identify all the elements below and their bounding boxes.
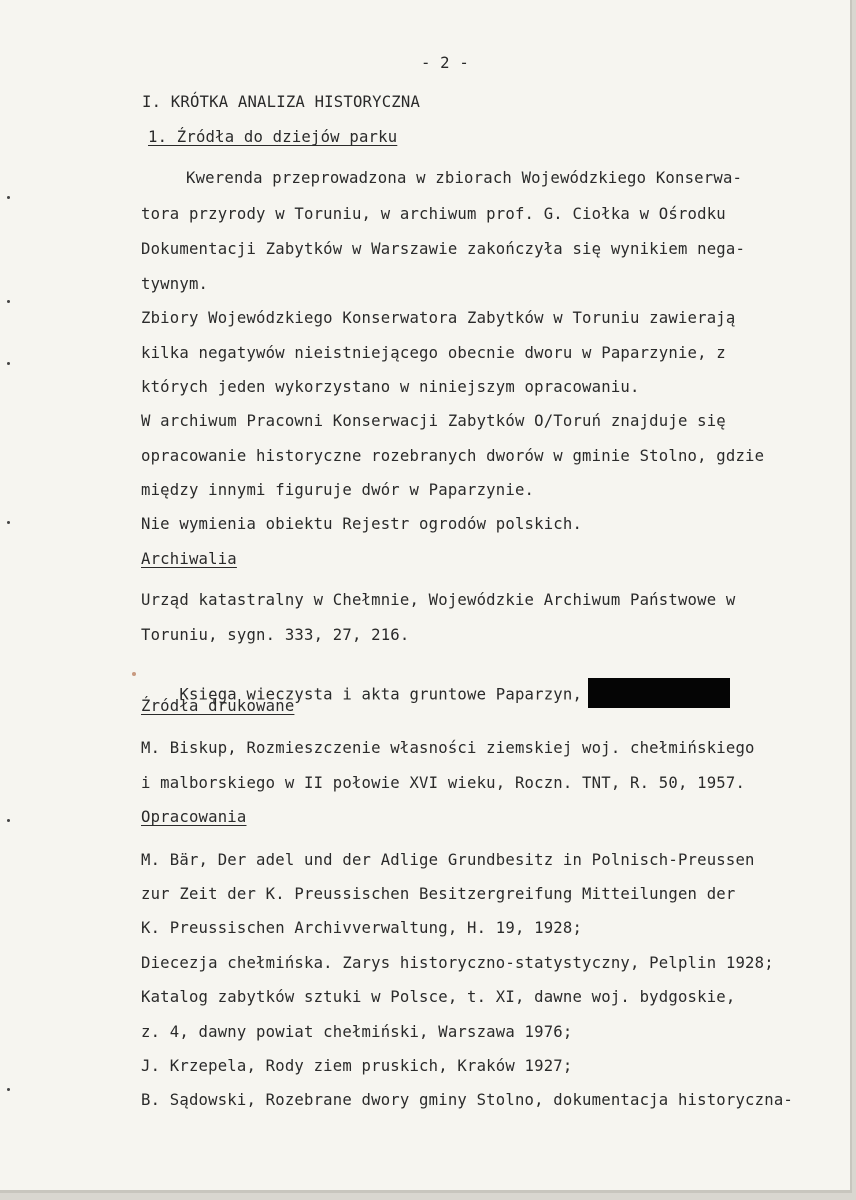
text-line: z. 4, dawny powiat chełmiński, Warszawa 1976; [141, 1023, 573, 1041]
redaction-box [588, 678, 730, 708]
margin-speck [7, 196, 10, 199]
margin-speck [7, 300, 10, 303]
text-line: W archiwum Pracowni Konserwacji Zabytków O/Toruń znajduje się [141, 412, 726, 430]
subsection-heading: 1. Źródła do dziejów parku [148, 128, 398, 146]
text-line: M. Bär, Der adel und der Adlige Grundbesitz in Polnisch-Preussen [141, 851, 755, 869]
text-line: tywnym. [141, 275, 209, 293]
text-line-redacted [141, 660, 730, 730]
margin-speck [7, 362, 10, 365]
text-line: zur Zeit der K. Preussischen Besitzergreifung Mitteilungen der [141, 885, 736, 903]
text-line: opracowanie historyczne rozebranych dworów w gminie Stolno, gdzie [141, 447, 765, 465]
text-line: Toruniu, sygn. 333, 27, 216. [141, 626, 410, 644]
margin-speck [7, 819, 10, 822]
page-number: - 2 - [421, 54, 469, 72]
heading-zrodla-drukowane: Źródła drukowane [141, 697, 295, 715]
text-line: Diecezja chełmińska. Zarys historyczno-statystyczny, Pelplin 1928; [141, 954, 774, 972]
text-line: między innymi figuruje dwór w Paparzynie. [141, 481, 535, 499]
text-line: M. Biskup, Rozmieszczenie własności ziemskiej woj. chełmińskiego [141, 739, 755, 757]
text-line: Kwerenda przeprowadzona w zbiorach Wojewódzkiego Konserwa- [186, 169, 743, 187]
section-heading: I. KRÓTKA ANALIZA HISTORYCZNA [142, 93, 421, 111]
text-line: Nie wymienia obiektu Rejestr ogrodów polskich. [141, 515, 583, 533]
text-line: Zbiory Wojewódzkiego Konserwatora Zabytków w Toruniu zawierają [141, 309, 736, 327]
text-line: Urząd katastralny w Chełmnie, Wojewódzkie Archiwum Państwowe w [141, 591, 736, 609]
text-line: Dokumentacji Zabytków w Warszawie zakończyła się wynikiem nega- [141, 240, 746, 258]
text-line: B. Sądowski, Rozebrane dwory gminy Stolno, dokumentacja historyczna- [141, 1091, 793, 1109]
text-line: kilka negatywów nieistniejącego obecnie dworu w Paparzynie, z [141, 344, 726, 362]
text-line: i malborskiego w II połowie XVI wieku, Roczn. TNT, R. 50, 1957. [141, 774, 746, 792]
margin-speck [7, 1088, 10, 1091]
text-line: Katalog zabytków sztuki w Polsce, t. XI, dawne woj. bydgoskie, [141, 988, 736, 1006]
text-line: Księga wieczysta i akta gruntowe Paparzyn, [179, 685, 583, 704]
margin-speck [132, 672, 136, 676]
text-line: J. Krzepela, Rody ziem pruskich, Kraków 1927; [141, 1057, 573, 1075]
text-line: tora przyrody w Toruniu, w archiwum prof. G. Ciołka w Ośrodku [141, 205, 726, 223]
heading-opracowania: Opracowania [141, 808, 247, 826]
text-line: K. Preussischen Archivverwaltung, H. 19, 1928; [141, 919, 583, 937]
text-line: których jeden wykorzystano w niniejszym opracowaniu. [141, 378, 640, 396]
margin-speck [7, 521, 10, 524]
heading-archiwalia: Archiwalia [141, 550, 237, 568]
